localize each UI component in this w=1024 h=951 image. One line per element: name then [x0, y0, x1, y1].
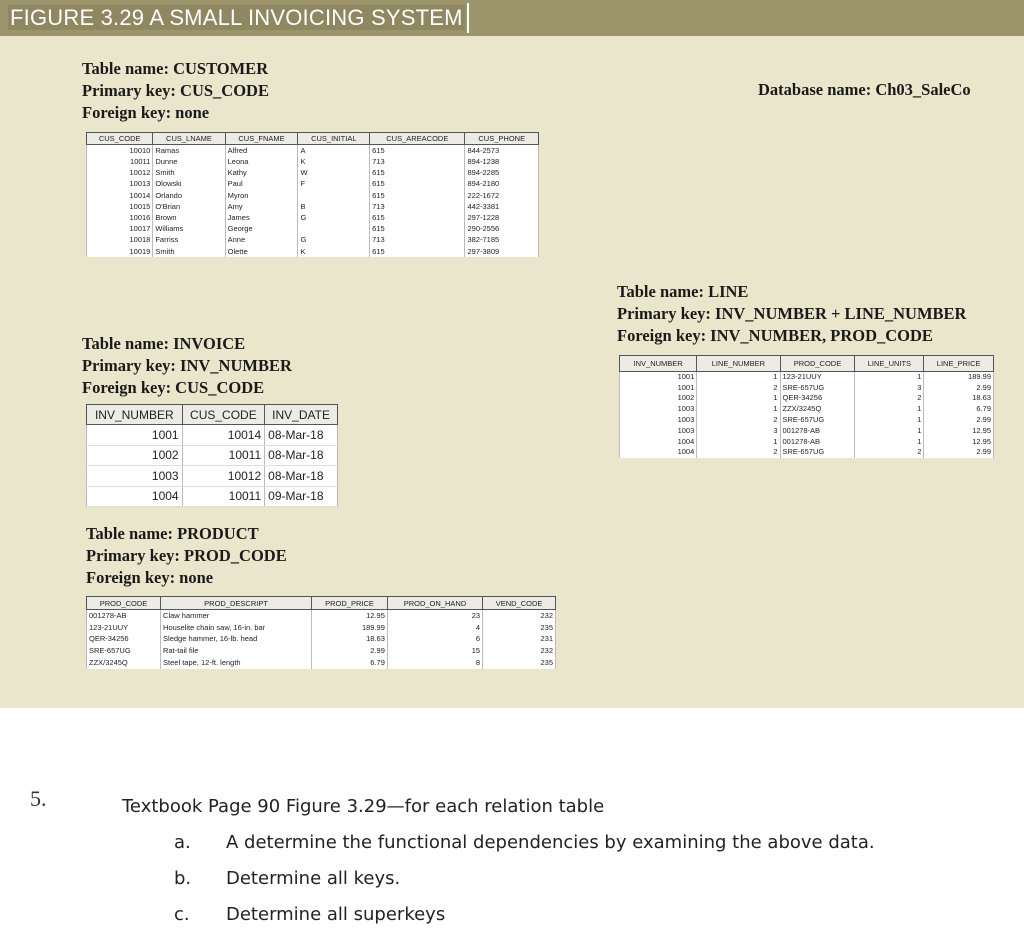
table-cell: 10012	[87, 167, 153, 178]
table-cell: 1	[697, 404, 780, 415]
table-cell: 1001	[620, 383, 697, 394]
invoice-body	[87, 425, 338, 507]
line-primary-key: Primary key: INV_NUMBER + LINE_NUMBER	[617, 304, 967, 323]
table-cell: 615	[370, 167, 465, 178]
table-cell: 297-3809	[465, 246, 539, 257]
table-cell: Sledge hammer, 16-lb. head	[161, 633, 312, 645]
table-cell: SRE-657UG	[87, 645, 161, 657]
table-cell: Smith	[153, 167, 225, 178]
table-cell: 2	[697, 447, 780, 458]
table-cell: Claw hammer	[161, 610, 312, 622]
table-row	[87, 178, 539, 189]
line-meta	[617, 281, 966, 347]
product-primary-key: Primary key: PROD_CODE	[86, 546, 287, 565]
table-cell: 6.79	[312, 657, 388, 669]
table-cell: 2	[697, 415, 780, 426]
table-cell: Steel tape, 12-ft. length	[161, 657, 312, 669]
table-cell: K	[298, 156, 370, 167]
table-row	[87, 486, 338, 507]
table-cell: 12.95	[924, 426, 994, 437]
product-meta	[86, 523, 287, 589]
table-cell: ZZX/3245Q	[87, 657, 161, 669]
question-item-text: A determine the functional dependencies by examining the above data.	[226, 832, 875, 853]
table-cell: 2	[855, 393, 924, 404]
table-cell: 3	[855, 383, 924, 394]
table-cell: 08-Mar-18	[265, 425, 338, 446]
table-cell: 10018	[87, 234, 153, 245]
table-row	[87, 425, 338, 446]
customer-table	[86, 132, 539, 257]
table-cell: 2	[697, 383, 780, 394]
table-cell: Dunne	[153, 156, 225, 167]
table-cell: 001278-AB	[780, 436, 855, 447]
column-header: CUS_CODE	[182, 405, 265, 425]
question-stem: Textbook Page 90 Figure 3.29—for each relation table	[122, 796, 605, 817]
table-cell: 222-1672	[465, 190, 539, 201]
column-header: PROD_ON_HAND	[387, 597, 482, 610]
table-cell: 123-21UUY	[780, 372, 855, 383]
question-item-text: Determine all keys.	[226, 868, 401, 889]
table-cell: 713	[370, 234, 465, 245]
table-cell: 10011	[182, 445, 265, 466]
table-cell: 235	[483, 622, 556, 634]
column-header: CUS_INITIAL	[298, 133, 370, 145]
table-cell: 10014	[87, 190, 153, 201]
table-row	[620, 447, 994, 458]
table-cell: SRE-657UG	[780, 415, 855, 426]
table-cell: 615	[370, 145, 465, 157]
table-row	[87, 622, 556, 634]
table-cell: 3	[697, 426, 780, 437]
table-cell: Amy	[225, 201, 298, 212]
question-item-label: b.	[174, 868, 192, 889]
table-cell: K	[298, 246, 370, 257]
table-cell: 10010	[87, 145, 153, 157]
product-header-row	[87, 597, 556, 610]
table-cell: 10016	[87, 212, 153, 223]
table-cell: Kathy	[225, 167, 298, 178]
question-item-label: a.	[174, 832, 191, 853]
table-cell: 615	[370, 190, 465, 201]
line-table-name: Table name: LINE	[617, 282, 749, 301]
table-cell: 1	[697, 393, 780, 404]
table-cell: Olowski	[153, 178, 225, 189]
table-cell: 6	[387, 633, 482, 645]
customer-meta	[82, 58, 269, 124]
table-cell: George	[225, 223, 298, 234]
table-cell: 615	[370, 178, 465, 189]
table-cell: 2.99	[312, 645, 388, 657]
table-cell: Houselite chain saw, 16-in. bar	[161, 622, 312, 634]
product-table-name: Table name: PRODUCT	[86, 524, 259, 543]
table-row	[87, 466, 338, 487]
table-row	[87, 246, 539, 257]
invoice-meta	[82, 333, 292, 399]
customer-primary-key: Primary key: CUS_CODE	[82, 81, 269, 100]
table-cell: SRE-657UG	[780, 383, 855, 394]
table-cell: 1	[855, 372, 924, 383]
column-header: LINE_NUMBER	[697, 356, 780, 372]
invoice-header-row	[87, 405, 338, 425]
column-header: PROD_CODE	[780, 356, 855, 372]
question-item-a	[174, 832, 875, 853]
customer-table-name: Table name: CUSTOMER	[82, 59, 269, 78]
table-cell: Leona	[225, 156, 298, 167]
table-row	[87, 156, 539, 167]
table-row	[620, 415, 994, 426]
table-cell: 15	[387, 645, 482, 657]
table-cell: 12.95	[924, 436, 994, 447]
figure-title-text: FIGURE 3.29 A SMALL INVOICING SYSTEM	[10, 5, 463, 30]
table-cell: Brown	[153, 212, 225, 223]
customer-header-row	[87, 133, 539, 145]
table-cell: 1004	[620, 436, 697, 447]
table-row	[87, 445, 338, 466]
table-cell: 615	[370, 223, 465, 234]
table-row	[620, 393, 994, 404]
table-cell: 713	[370, 156, 465, 167]
table-cell: 615	[370, 246, 465, 257]
table-cell: 001278-AB	[780, 426, 855, 437]
table-cell: SRE-657UG	[780, 447, 855, 458]
table-cell	[298, 190, 370, 201]
table-row	[87, 212, 539, 223]
table-cell: A	[298, 145, 370, 157]
table-cell: 23	[387, 610, 482, 622]
line-table	[619, 355, 994, 458]
table-cell: 1003	[620, 404, 697, 415]
table-cell: 1	[855, 415, 924, 426]
column-header: LINE_UNITS	[855, 356, 924, 372]
product-table	[86, 596, 556, 669]
question-number: 5.	[30, 786, 47, 811]
line-foreign-key: Foreign key: INV_NUMBER, PROD_CODE	[617, 326, 933, 345]
table-cell: 1004	[620, 447, 697, 458]
database-name: Database name: Ch03_SaleCo	[758, 80, 971, 99]
table-cell: Williams	[153, 223, 225, 234]
column-header: CUS_PHONE	[465, 133, 539, 145]
table-cell: 382-7185	[465, 234, 539, 245]
table-row	[620, 372, 994, 383]
table-cell: 1001	[620, 372, 697, 383]
table-cell: O'Brian	[153, 201, 225, 212]
question-item-label: c.	[174, 904, 190, 925]
table-row	[620, 426, 994, 437]
table-row	[87, 633, 556, 645]
table-cell: 1004	[87, 486, 183, 507]
question-item-b	[174, 868, 400, 889]
table-cell: Ramas	[153, 145, 225, 157]
table-cell: 290-2556	[465, 223, 539, 234]
table-cell: Rat-tail file	[161, 645, 312, 657]
question-section	[0, 708, 1024, 951]
table-cell: 1	[697, 372, 780, 383]
table-cell: 10011	[87, 156, 153, 167]
table-cell: 1	[855, 404, 924, 415]
table-cell: 1002	[87, 445, 183, 466]
table-cell: Paul	[225, 178, 298, 189]
table-cell: W	[298, 167, 370, 178]
table-row	[620, 404, 994, 415]
table-row	[87, 190, 539, 201]
table-cell: 442-3381	[465, 201, 539, 212]
line-body	[620, 372, 994, 459]
table-cell: 1	[697, 436, 780, 447]
table-cell: Myron	[225, 190, 298, 201]
table-cell: 18.63	[924, 393, 994, 404]
table-cell: 001278-AB	[87, 610, 161, 622]
table-cell: 123-21UUY	[87, 622, 161, 634]
table-row	[87, 657, 556, 669]
table-row	[87, 201, 539, 212]
column-header: INV_NUMBER	[620, 356, 697, 372]
table-cell: 10017	[87, 223, 153, 234]
table-cell: 713	[370, 201, 465, 212]
table-cell: 1003	[87, 466, 183, 487]
table-cell: 189.99	[924, 372, 994, 383]
table-cell: 1	[855, 436, 924, 447]
column-header: CUS_FNAME	[225, 133, 298, 145]
table-cell: 894-1238	[465, 156, 539, 167]
question-item-text: Determine all superkeys	[226, 904, 446, 925]
table-cell: 894-2180	[465, 178, 539, 189]
table-cell: 18.63	[312, 633, 388, 645]
column-header: PROD_DESCRIPT	[161, 597, 312, 610]
product-body	[87, 610, 556, 669]
table-cell: 1	[855, 426, 924, 437]
figure-title-bar	[0, 0, 1024, 36]
table-row	[620, 383, 994, 394]
column-header: PROD_PRICE	[312, 597, 388, 610]
table-cell: 615	[370, 212, 465, 223]
column-header: CUS_CODE	[87, 133, 153, 145]
table-cell: G	[298, 212, 370, 223]
table-cell: QER-34256	[780, 393, 855, 404]
table-cell: 232	[483, 610, 556, 622]
table-cell	[298, 223, 370, 234]
line-header-row	[620, 356, 994, 372]
table-cell: 10015	[87, 201, 153, 212]
table-cell: G	[298, 234, 370, 245]
table-cell: Farriss	[153, 234, 225, 245]
customer-foreign-key: Foreign key: none	[82, 103, 210, 122]
table-cell: 2.99	[924, 415, 994, 426]
table-cell: 08-Mar-18	[265, 466, 338, 487]
table-cell: F	[298, 178, 370, 189]
table-cell: 232	[483, 645, 556, 657]
table-cell: 2.99	[924, 447, 994, 458]
invoice-primary-key: Primary key: INV_NUMBER	[82, 356, 292, 375]
table-cell: ZZX/3245Q	[780, 404, 855, 415]
column-header: INV_NUMBER	[87, 405, 183, 425]
table-cell: 844-2573	[465, 145, 539, 157]
figure-title	[8, 3, 469, 33]
table-cell: 1002	[620, 393, 697, 404]
table-row	[87, 234, 539, 245]
table-cell: 231	[483, 633, 556, 645]
table-cell: B	[298, 201, 370, 212]
column-header: INV_DATE	[265, 405, 338, 425]
table-cell: 10011	[182, 486, 265, 507]
table-cell: 297-1228	[465, 212, 539, 223]
table-cell: 894-2285	[465, 167, 539, 178]
table-cell: QER-34256	[87, 633, 161, 645]
table-cell: Alfred	[225, 145, 298, 157]
table-row	[87, 145, 539, 157]
table-cell: 189.99	[312, 622, 388, 634]
question-item-c	[174, 904, 445, 925]
table-cell: 10013	[87, 178, 153, 189]
invoice-table	[86, 404, 338, 507]
table-row	[87, 645, 556, 657]
table-cell: 2.99	[924, 383, 994, 394]
table-cell: 6.79	[924, 404, 994, 415]
table-cell: Anne	[225, 234, 298, 245]
invoice-table-name: Table name: INVOICE	[82, 334, 246, 353]
table-row	[87, 223, 539, 234]
column-header: PROD_CODE	[87, 597, 161, 610]
table-cell: 10014	[182, 425, 265, 446]
table-cell: 8	[387, 657, 482, 669]
table-cell: 09-Mar-18	[265, 486, 338, 507]
column-header: LINE_PRICE	[924, 356, 994, 372]
table-cell: 10019	[87, 246, 153, 257]
table-cell: 1003	[620, 415, 697, 426]
table-row	[87, 610, 556, 622]
table-cell: 4	[387, 622, 482, 634]
table-cell: Olette	[225, 246, 298, 257]
customer-body	[87, 145, 539, 257]
table-cell: 12.95	[312, 610, 388, 622]
table-row	[87, 167, 539, 178]
table-cell: James	[225, 212, 298, 223]
table-cell: Orlando	[153, 190, 225, 201]
table-cell: 2	[855, 447, 924, 458]
table-cell: 08-Mar-18	[265, 445, 338, 466]
table-cell: 10012	[182, 466, 265, 487]
column-header: CUS_LNAME	[153, 133, 225, 145]
table-cell: 235	[483, 657, 556, 669]
table-cell: Smith	[153, 246, 225, 257]
table-cell: 1003	[620, 426, 697, 437]
column-header: CUS_AREACODE	[370, 133, 465, 145]
table-row	[620, 436, 994, 447]
table-cell: 1001	[87, 425, 183, 446]
invoice-foreign-key: Foreign key: CUS_CODE	[82, 378, 265, 397]
product-foreign-key: Foreign key: none	[86, 568, 214, 587]
column-header: VEND_CODE	[483, 597, 556, 610]
